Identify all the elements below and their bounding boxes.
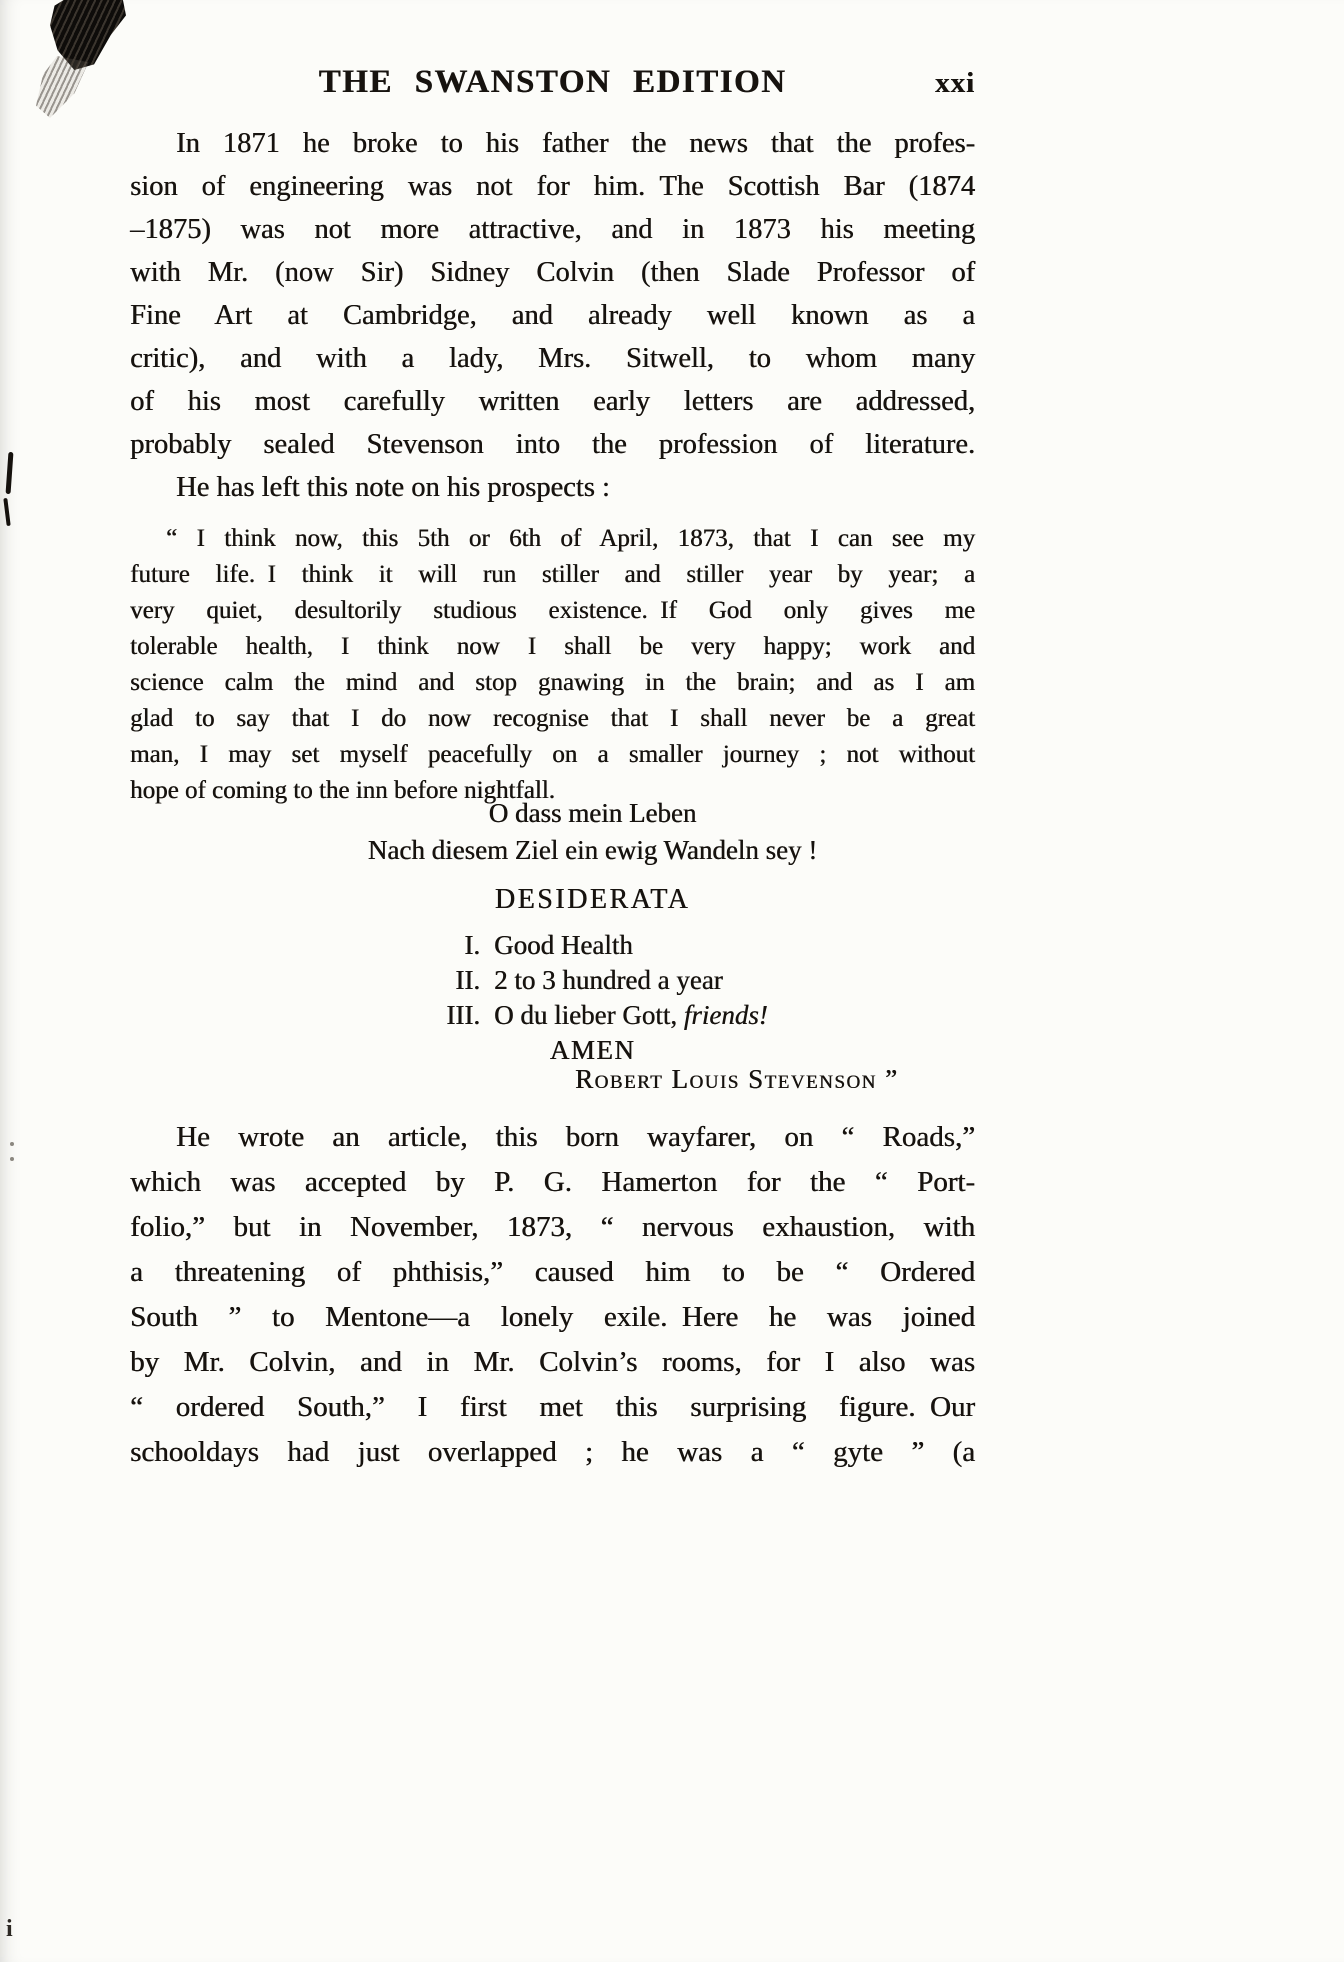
text-line: In 1871 he broke to his father the news that the profes-: [176, 128, 975, 159]
text-column: [130, 0, 975, 1962]
list-text-italic: friends!: [683, 1000, 768, 1030]
list-item: [422, 928, 768, 963]
scan-smudge-tail: [36, 56, 106, 118]
page-title: THE SWANSTON EDITION: [318, 64, 787, 100]
scan-dots-left-edge: [10, 1142, 14, 1146]
amen-line: AMEN: [549, 1035, 636, 1065]
text-line: man, I may set myself peacefully on a smaller journey ; not without: [130, 741, 975, 768]
text-line: future life. I think it will run stiller and stiller year by year; a: [130, 561, 975, 588]
text-line: He wrote an article, this born wayfarer, on “ Roads,”: [176, 1121, 975, 1153]
list-numeral: III.: [446, 1000, 480, 1030]
text-line: hope of coming to the inn before nightfall.: [130, 777, 555, 804]
text-line: folio,” but in November, 1873, “ nervous exhaustion, with: [130, 1211, 975, 1243]
text-line: which was accepted by P. G. Hamerton for the “ Port-: [130, 1166, 975, 1198]
text-line: Fine Art at Cambridge, and already well known as a: [130, 300, 975, 331]
text-line: critic), and with a lady, Mrs. Sitwell, to whom many: [130, 343, 975, 374]
text-line: by Mr. Colvin, and in Mr. Colvin’s rooms, for I also was: [130, 1346, 975, 1378]
desiderata-heading: DESIDERATA: [494, 884, 691, 915]
text-line: “ I think now, this 5th or 6th of April, 1873, that I can see my: [166, 525, 975, 552]
list-item: [422, 998, 768, 1033]
text-line: –1875) was not more attractive, and in 1873 his meeting: [130, 214, 975, 245]
list-text: [494, 998, 768, 1033]
text-line: “ ordered South,” I first met this surprising figure. Our: [130, 1391, 975, 1423]
list-item: [422, 963, 768, 998]
list-text-roman: O du lieber Gott,: [494, 1000, 677, 1030]
list-numeral: I.: [464, 930, 480, 960]
text-line: with Mr. (now Sir) Sidney Colvin (then Slade Professor of: [130, 257, 975, 288]
text-line: science calm the mind and stop gnawing in the brain; and as I am: [130, 669, 975, 696]
verse-line: Nach diesem Ziel ein ewig Wandeln sey !: [367, 835, 818, 865]
quoted-letter: [130, 521, 975, 809]
signature-line: Robert Louis Stevenson ”: [575, 1064, 899, 1094]
text-line: probably sealed Stevenson into the profession of literature.: [130, 429, 975, 460]
text-line: a threatening of phthisis,” caused him to be “ Ordered: [130, 1256, 975, 1288]
closing-paragraph: [130, 1115, 975, 1475]
running-header: [130, 64, 975, 101]
german-verse: [130, 795, 975, 869]
verse-line: O dass mein Leben: [488, 798, 697, 828]
text-line: very quiet, desultorily studious existence. If God only gives me: [130, 597, 975, 624]
scan-mark-left-edge: [6, 452, 14, 494]
note-line: He has left this note on his prospects :: [176, 472, 610, 503]
list-text: Good Health: [494, 930, 633, 960]
list-numeral: II.: [455, 965, 480, 995]
desiderata-list: [422, 928, 768, 1033]
text-line: of his most carefully written early letters are addressed,: [130, 386, 975, 417]
text-line: glad to say that I do now recognise that I shall never be a great: [130, 705, 975, 732]
text-line: sion of engineering was not for him. The Scottish Bar (1874: [130, 171, 975, 202]
text-line: schooldays had just overlapped ; he was a “ gyte ” (a: [130, 1436, 975, 1468]
scan-mark-left-edge-lower: [3, 498, 10, 526]
text-line: tolerable health, I think now I shall be very happy; work and: [130, 633, 975, 660]
intro-paragraph: [130, 122, 975, 466]
scan-mark-bottom-left: i: [6, 1916, 13, 1942]
page-number: xxi: [934, 67, 975, 99]
text-line: South ” to Mentone—a lonely exile. Here he was joined: [130, 1301, 975, 1333]
list-text: 2 to 3 hundred a year: [494, 965, 723, 995]
